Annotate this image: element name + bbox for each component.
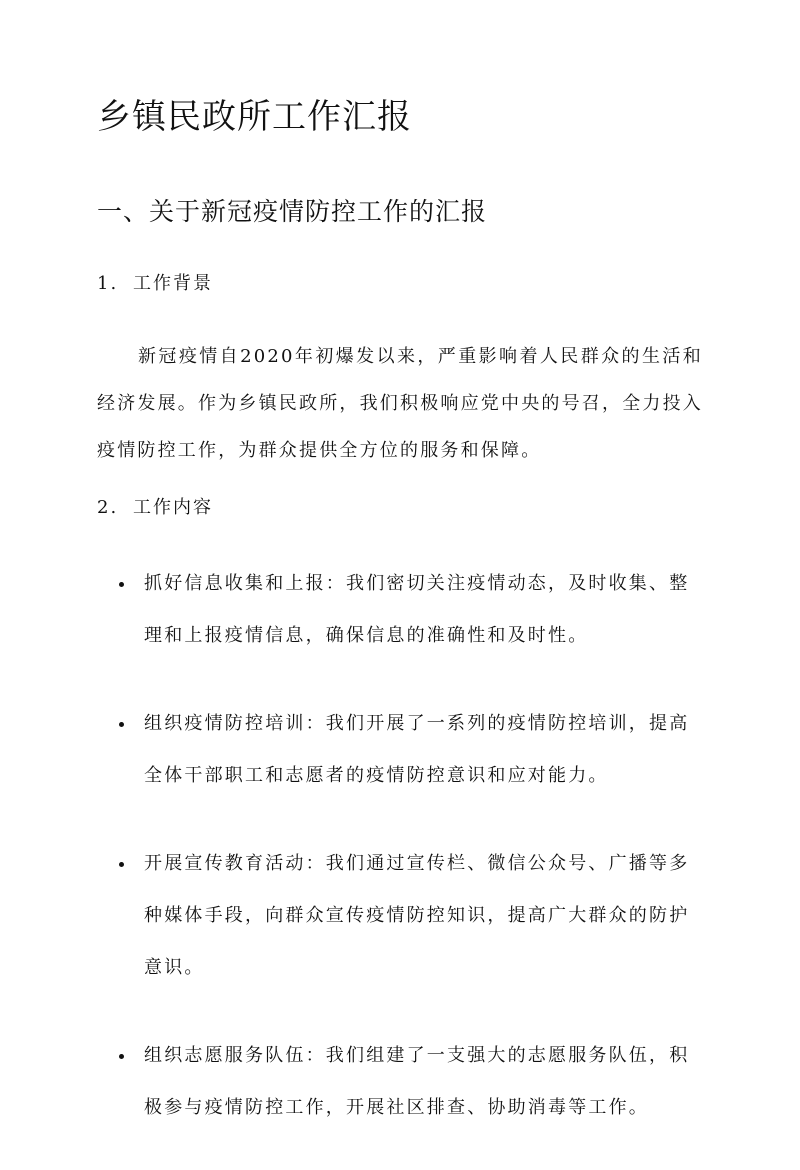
- background-paragraph: 新冠疫情自2020年初爆发以来，严重影响着人民群众的生活和经济发展。作为乡镇民政所，我们积极响应党中央的号召，全力投入疫情防控工作，为群众提供全方位的服务和保障。: [97, 346, 703, 461]
- bullet-icon: [119, 582, 124, 587]
- bullet-icon: [119, 722, 124, 727]
- list-item: [97, 698, 703, 802]
- section-heading: 一、关于新冠疫情防控工作的汇报: [97, 197, 488, 226]
- document-title: 乡镇民政所工作汇报: [97, 97, 412, 137]
- list-item-text: 抓好信息收集和上报：我们密切关注疫情动态，及时收集、整理和上报疫情信息，确保信息的准确性和及时性。: [144, 573, 690, 646]
- subsection-number: 2.: [97, 497, 119, 518]
- list-item-text: 开展宣传教育活动：我们通过宣传栏、微信公众号、广播等多种媒体手段，向群众宣传疫情防控知识，提高广大群众的防护意识。: [144, 853, 690, 978]
- bullet-icon: [119, 1054, 124, 1059]
- subsection-number: 1.: [97, 273, 119, 294]
- subsection-heading-background: [97, 269, 213, 299]
- list-item: [97, 838, 703, 994]
- subsection-title: 工作背景: [133, 273, 213, 294]
- list-item-text: 组织志愿服务队伍：我们组建了一支强大的志愿服务队伍，积极参与疫情防控工作，开展社区排查、协助消毒等工作。: [144, 1045, 690, 1118]
- subsection-heading-content: [97, 493, 213, 523]
- bullet-icon: [119, 862, 124, 867]
- subsection-title: 工作内容: [133, 497, 213, 518]
- work-content-list: [97, 558, 703, 1170]
- list-item-text: 组织疫情防控培训：我们开展了一系列的疫情防控培训，提高全体干部职工和志愿者的疫情防控意识和应对能力。: [144, 713, 690, 786]
- list-item: [97, 1030, 703, 1134]
- list-item: [97, 558, 703, 662]
